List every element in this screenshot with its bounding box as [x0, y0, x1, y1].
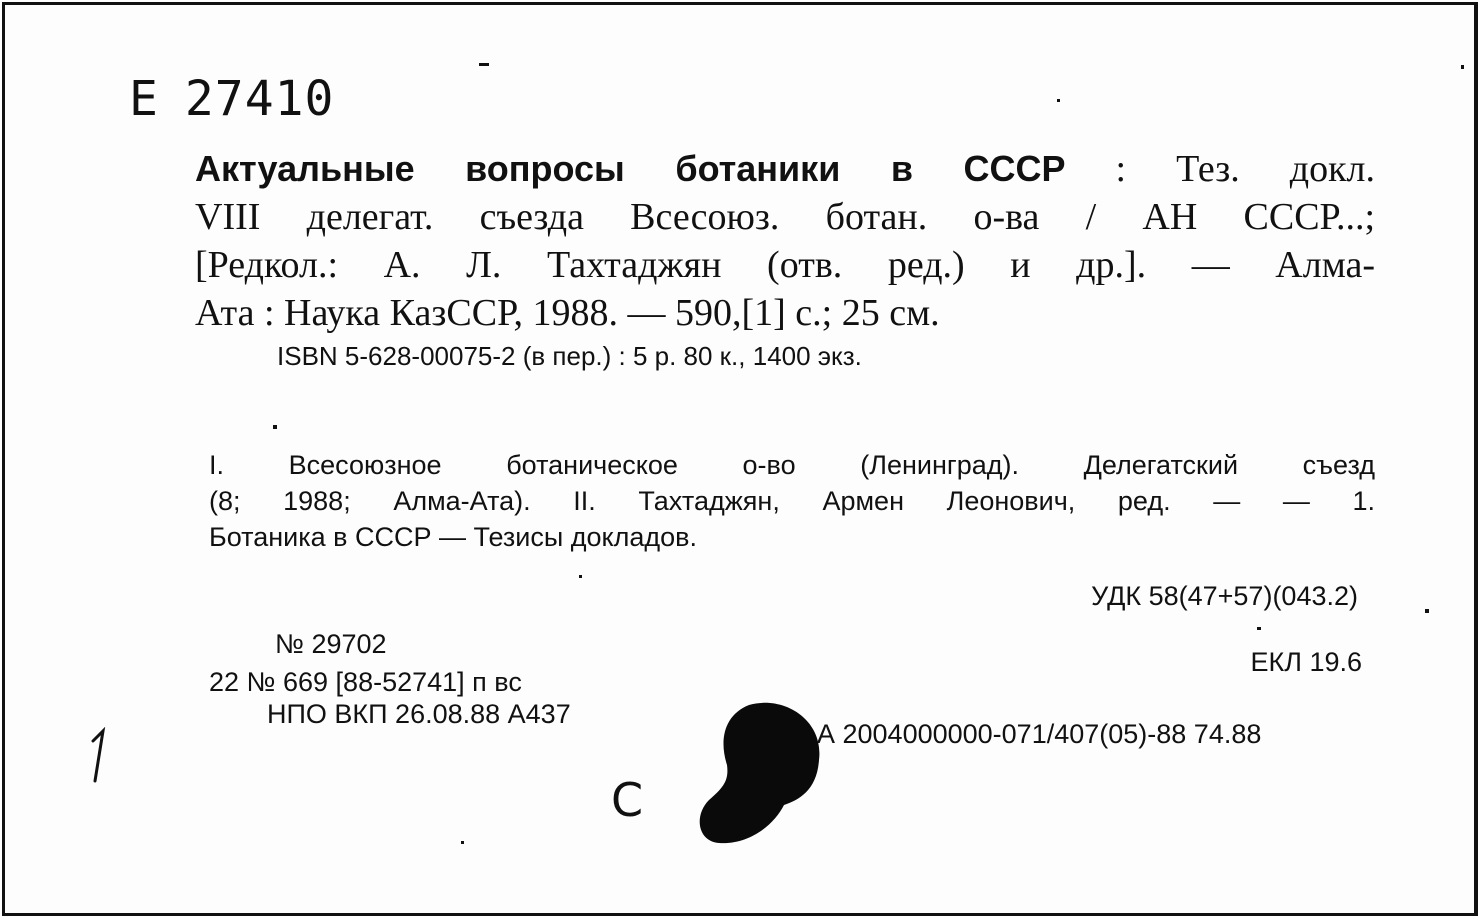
speck	[1257, 627, 1261, 630]
title-rest: : Тез. докл.	[1065, 148, 1375, 190]
heading-line: Ботаника в СССР — Тезисы докладов.	[209, 522, 698, 552]
title-line	[195, 241, 1375, 289]
speck	[461, 841, 464, 844]
speck	[1425, 609, 1429, 613]
speck	[1057, 99, 1060, 102]
speck	[579, 575, 582, 578]
ekl-code: ЕКЛ 19.6	[1250, 647, 1362, 677]
title-rest: [Редкол.: А. Л. Тахтаджян (отв. ред.) и др.]. — Алма-	[195, 244, 1375, 286]
bibliographic-description	[195, 145, 1375, 337]
speck	[479, 63, 489, 66]
handwritten-mark	[81, 727, 121, 787]
call-number-letter: Е	[129, 71, 159, 127]
speck	[273, 425, 277, 429]
publication-cipher: А 2004000000-071/407(05)-88 74.88	[817, 719, 1262, 749]
call-number	[129, 71, 334, 127]
card-number: № 29702	[275, 629, 387, 659]
title-line	[195, 145, 1375, 193]
speck	[1461, 65, 1464, 69]
isbn-line: ISBN 5-628-00075-2 (в пер.) : 5 р. 80 к., 1400 экз.	[277, 341, 862, 371]
title-main: Актуальные вопросы ботаники в СССР	[195, 148, 1066, 189]
heading-line: I. Всесоюзное ботаническое о-во (Ленинград). Делегатский съезд	[209, 450, 1375, 480]
title-rest: Ата : Наука КазССР, 1988. — 590,[1] с.; 25 см.	[195, 292, 940, 334]
registration-number: 22 № 669 [88-52741] п вс	[209, 667, 522, 697]
subject-headings	[209, 447, 1375, 555]
call-number-digits: 27410	[184, 71, 335, 127]
title-rest: VIII делегат. съезда Всесоюз. ботан. о-ва / АН СССР...;	[195, 196, 1375, 238]
author-sign-letter: С	[611, 773, 644, 827]
catalog-card	[2, 2, 1478, 916]
heading-line: (8; 1988; Алма-Ата). II. Тахтаджян, Армен Леонович, ред. — — 1.	[209, 486, 1375, 516]
handwritten-stroke	[93, 731, 103, 781]
udk-code: УДК 58(47+57)(043.2)	[1091, 581, 1358, 611]
ink-blot	[689, 695, 839, 855]
printing-info: НПО ВКП 26.08.88 А437	[267, 699, 571, 729]
ink-blot-shape	[700, 703, 820, 843]
title-line	[195, 289, 1375, 337]
title-line	[195, 193, 1375, 241]
